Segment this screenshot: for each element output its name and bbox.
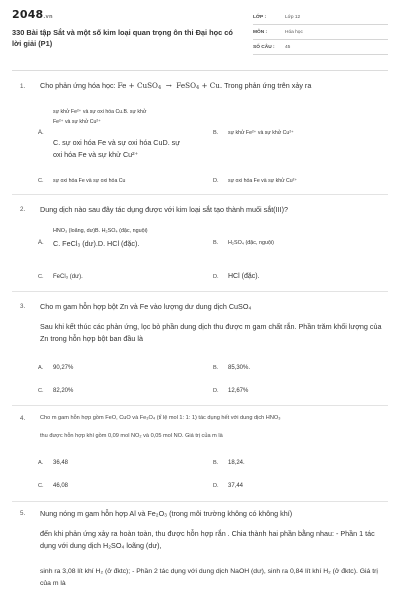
question-number: 3.	[20, 303, 26, 310]
option-b-text: 18,24.	[228, 460, 245, 466]
question-stem: Cho m gam hỗn hợp gồm FeO, CuO và Fe₃O₄ (tỉ lệ mol 1: 1: 1) tác dụng hết với dung dịch HNO₃	[40, 415, 281, 421]
meta-value: Lớp 12	[285, 14, 301, 20]
option-d-letter: D.	[213, 274, 219, 280]
option-d-text: HCl (đặc).	[228, 273, 260, 280]
question-divider	[12, 501, 388, 502]
option-b-letter: B.	[213, 365, 219, 371]
option-c-letter: C.	[38, 388, 44, 394]
meta-value: Hóa học	[285, 29, 303, 35]
question-stem: Dung dịch nào sau đây tác dụng được với kim loại sắt tạo thành muối sắt(III)?	[40, 205, 288, 214]
option-a-text[interactable]	[53, 107, 146, 127]
option-a-line: sự khử Fe²⁺ và sự oxi hóa Cu.B. sự khử	[53, 109, 147, 115]
document-header	[0, 0, 400, 60]
option-a-letter: A.	[38, 240, 44, 246]
document-title: 330 Bài tập Sắt và một số kim loại quan trọng ôn thi Đại học có lời giải (P1)	[12, 28, 233, 48]
option-b-text: sự khử Fe²⁺ và sự khử Cu²⁺	[228, 130, 294, 136]
question-number: 1.	[20, 83, 26, 90]
header-divider	[12, 70, 388, 71]
question-stem: Nung nóng m gam hỗn hợp Al và Fe₂O₃ (trong môi trường không có không khí)	[40, 509, 293, 518]
reaction-equation: Fe + CuSO$_4$ → FeSO$_4$ + Cu.	[117, 81, 223, 91]
option-c-text: 82,20%	[53, 388, 74, 394]
option-d-letter: D.	[213, 178, 219, 184]
question-number: 2.	[20, 206, 26, 213]
option-a-text: 90,27%	[53, 365, 74, 371]
option-c-letter: C.	[38, 483, 44, 489]
stem-suffix: Trong phản ứng trên xảy ra	[224, 81, 312, 90]
option-d-letter: D.	[213, 483, 219, 489]
meta-label: LỚP :	[253, 14, 267, 20]
meta-label: MÔN :	[253, 29, 268, 35]
option-a-letter: A.	[38, 460, 44, 466]
option-b-letter: B.	[213, 130, 219, 136]
meta-row-count	[253, 40, 388, 55]
option-c-text: sự oxi hóa Fe và sự oxi hóa Cu	[53, 178, 126, 184]
stem-prefix: Cho phản ứng hóa học:	[40, 81, 116, 90]
option-a-inline[interactable]	[53, 226, 148, 249]
option-a-line: Fe²⁺ và sự khử Cu²⁺	[53, 119, 101, 125]
option-a-letter: A.	[38, 365, 44, 371]
option-d-letter: D.	[213, 388, 219, 394]
option-c-line: C. sự oxi hóa Fe và sự oxi hóa CuD. sự	[53, 138, 181, 147]
option-b-letter: B.	[213, 460, 219, 466]
option-d-text: 12,67%	[228, 388, 249, 394]
option-c-line: oxi hóa Fe và sự khử Cu²⁺	[53, 150, 139, 159]
option-b-letter: B.	[213, 240, 219, 246]
question-divider	[12, 291, 388, 292]
brand-name: 2048	[12, 8, 44, 21]
option-b-text: H₂SO₄ (đặc, nguội)	[228, 240, 274, 246]
option-c-text: FeCl₃ (dư).	[53, 274, 83, 280]
question-number: 4.	[20, 415, 26, 422]
question-stem-continued-2: sinh ra 3,08 lít khí H₂ (ở đktc); - Phần 2 tác dụng với dung dịch NaOH (dư), sinh ra 0,84 lít khí H₂ (ở đktc). Giá trị của m là	[40, 568, 378, 587]
meta-row-grade	[253, 10, 388, 25]
meta-label: SỐ CÂU :	[253, 44, 275, 50]
option-a-line: C. FeCl₃ (dư).D. HCl (đặc).	[53, 239, 140, 248]
meta-row-subject	[253, 25, 388, 40]
question-stem-continued: đến khi phản ứng xảy ra hoàn toàn, thu được hỗn hợp rắn . Chia thành hai phần bằng nhau: - Phần 1 tác dụng với dung dịch H₂SO₄ loãng (dư),	[40, 529, 375, 550]
question-number: 5.	[20, 510, 26, 517]
question-stem	[40, 80, 386, 92]
document-meta	[253, 10, 388, 55]
option-c-letter: C.	[38, 178, 44, 184]
question-stem-continued: thu được hỗn hợp khí gồm 0,09 mol NO₂ và 0,05 mol NO. Giá trị của m là	[40, 433, 223, 439]
option-a-letter: A.	[38, 130, 44, 136]
option-a-text: 36,48	[53, 460, 69, 466]
question-stem-continued: Sau khi kết thúc các phản ứng, lọc bỏ phần dung dịch thu được m gam chất rắn. Phần trăm khối lượng của Zn trong hỗn hợp bột ban đầu là	[40, 322, 382, 343]
option-a-line: HNO₃ (loãng, dư)B. H₂SO₄ (đặc, nguội)	[53, 228, 148, 234]
question-divider	[12, 405, 388, 406]
option-c-inline[interactable]	[53, 137, 180, 161]
option-c-text: 46,08	[53, 483, 69, 489]
option-d-text: sự oxi hóa Fe và sự khử Cu²⁺	[228, 178, 298, 184]
meta-value: 45	[285, 44, 291, 50]
question-stem: Cho m gam hỗn hợp bột Zn và Fe vào lượng dư dung dịch CuSO₄	[40, 302, 252, 311]
option-b-text: 85,30%.	[228, 365, 251, 371]
option-c-letter: C.	[38, 274, 44, 280]
brand-tld: .vn	[43, 14, 53, 20]
question-divider	[12, 194, 388, 195]
option-d-text: 37,44	[228, 483, 244, 489]
